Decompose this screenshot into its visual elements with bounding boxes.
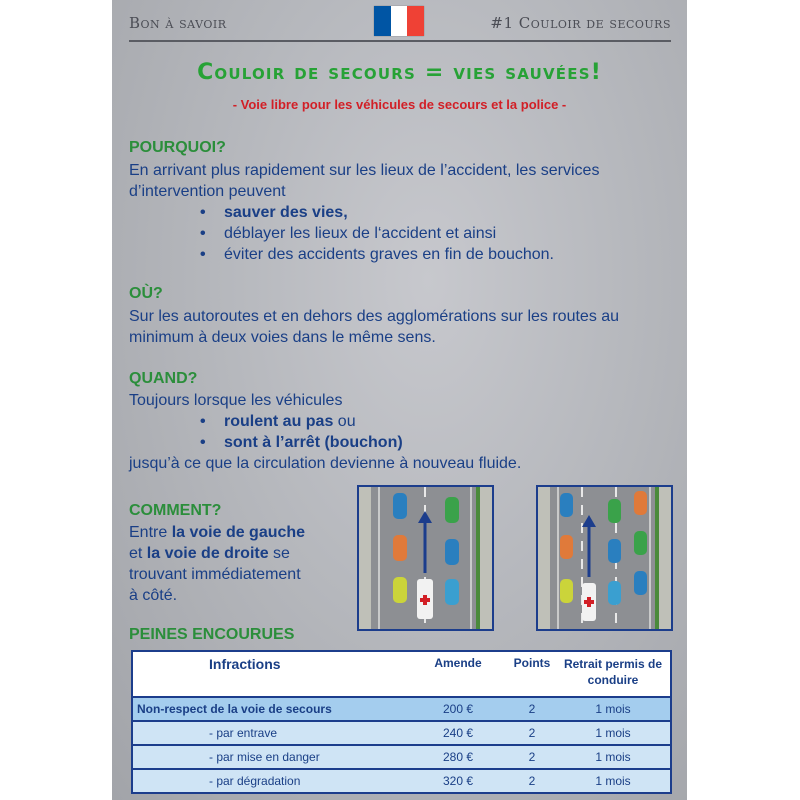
cell-amende: 200 € bbox=[408, 697, 508, 721]
quand-heading: QUAND? bbox=[129, 370, 198, 387]
comment-heading: COMMENT? bbox=[129, 502, 222, 519]
cell-retrait: 1 mois bbox=[556, 697, 670, 721]
quand-after: jusqu’à ce que la circulation devienne à nouveau fluide. bbox=[129, 455, 522, 472]
comment-l4: à côté. bbox=[129, 587, 178, 604]
cell-infraction: - par dégradation bbox=[133, 769, 408, 792]
list-item: • sauver des vies, bbox=[200, 202, 554, 223]
pourquoi-heading: POURQUOI? bbox=[129, 139, 226, 156]
comment-text bbox=[129, 522, 349, 606]
cell-amende: 320 € bbox=[408, 769, 508, 792]
column-header-infractions: Infractions bbox=[209, 656, 281, 672]
quand-bullet1-rest: ou bbox=[333, 413, 356, 430]
list-item: • sont à l’arrêt (bouchon) bbox=[200, 432, 403, 453]
traffic-illustration-icon bbox=[536, 485, 673, 631]
list-item bbox=[200, 411, 403, 432]
table-header-row bbox=[133, 652, 670, 697]
cell-amende: 240 € bbox=[408, 721, 508, 745]
quand-bullets bbox=[200, 411, 403, 453]
cell-retrait: 1 mois bbox=[556, 721, 670, 745]
cell-infraction: - par mise en danger bbox=[133, 745, 408, 769]
cell-retrait: 1 mois bbox=[556, 769, 670, 792]
cell-points: 2 bbox=[508, 697, 556, 721]
cell-infraction: - par entrave bbox=[133, 721, 408, 745]
column-header-retrait: Retrait permis de conduire bbox=[563, 657, 663, 687]
cell-points: 2 bbox=[508, 769, 556, 792]
quand-bullet1-bold: roulent au pas bbox=[224, 413, 334, 430]
cell-points: 2 bbox=[508, 745, 556, 769]
comment-l3: trouvant immédiatement bbox=[129, 566, 301, 583]
column-header-amende: Amende bbox=[434, 656, 482, 670]
table-row bbox=[133, 721, 670, 745]
list-item: • éviter des accidents graves en fin de bouchon. bbox=[200, 244, 554, 265]
header-right-label: #1 Couloir de secours bbox=[490, 14, 671, 32]
comment-l1: Entre bbox=[129, 524, 172, 541]
peines-heading: PEINES ENCOURUES bbox=[129, 626, 295, 643]
cell-points: 2 bbox=[508, 721, 556, 745]
table-row bbox=[133, 745, 670, 769]
ou-text: Sur les autoroutes et en dehors des agglomérations sur les routes au minimum à deux voies dans le même sens. bbox=[129, 308, 620, 346]
page-subtitle: - Voie libre pour les véhicules de secours et la police - bbox=[232, 97, 567, 112]
cell-infraction: Non-respect de la voie de secours bbox=[133, 697, 408, 721]
flag-france-icon bbox=[374, 6, 424, 36]
road-svg bbox=[538, 487, 671, 629]
comment-l2-rest: se bbox=[268, 545, 290, 562]
info-sheet bbox=[112, 0, 687, 800]
penalties-table bbox=[131, 650, 672, 794]
pourquoi-text: En arrivant plus rapidement sur les lieux de l’accident, les services d’intervention peuvent bbox=[129, 162, 600, 200]
page-title: Couloir de secours = vies sauvées! bbox=[197, 60, 602, 85]
header-divider bbox=[129, 40, 671, 42]
table-row bbox=[133, 769, 670, 792]
pourquoi-bullets bbox=[200, 202, 554, 265]
traffic-illustration-icon bbox=[357, 485, 494, 631]
list-item: • déblayer les lieux de l‘accident et ainsi bbox=[200, 223, 554, 244]
ou-heading: OÙ? bbox=[129, 285, 163, 302]
cell-retrait: 1 mois bbox=[556, 745, 670, 769]
road-svg bbox=[359, 487, 492, 629]
quand-text: Toujours lorsque les véhicules bbox=[129, 392, 343, 409]
comment-l2: et bbox=[129, 545, 147, 562]
comment-l1-bold: la voie de gauche bbox=[171, 524, 306, 541]
flag-red-band bbox=[407, 6, 424, 36]
cell-amende: 280 € bbox=[408, 745, 508, 769]
column-header-points: Points bbox=[513, 656, 551, 670]
header-left-label: Bon à savoir bbox=[129, 14, 227, 32]
table-row bbox=[133, 697, 670, 721]
penalties-table-grid bbox=[133, 652, 670, 792]
comment-l2-bold: la voie de droite bbox=[146, 545, 269, 562]
flag-white-band bbox=[391, 6, 408, 36]
flag-blue-band bbox=[374, 6, 391, 36]
